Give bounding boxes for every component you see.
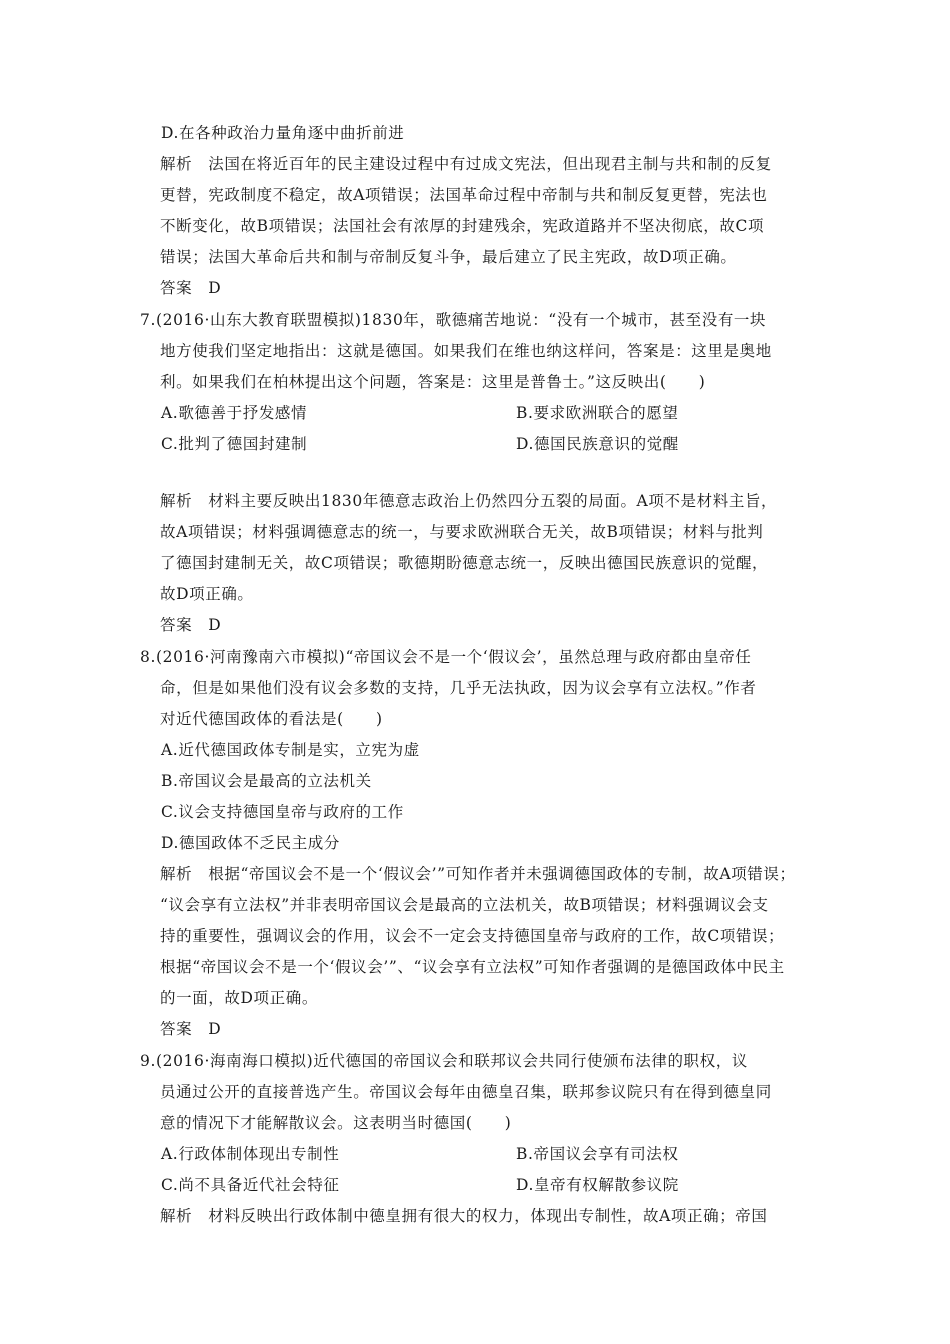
q7-option-b: B.要求欧洲联合的愿望: [516, 404, 679, 422]
q9-option-a: A.行政体制体现出专制性: [161, 1145, 340, 1163]
q8-option-c: C.议会支持德国皇帝与政府的工作: [161, 803, 404, 821]
q7-stem-line-2: 地方使我们坚定地指出：这就是德国。如果我们在维也纳这样问，答案是：这里是奥地: [160, 342, 772, 360]
q7-analysis-line-4: 故D项正确。: [160, 585, 254, 603]
q8-option-b: B.帝国议会是最高的立法机关: [161, 772, 372, 790]
q8-option-a: A.近代德国政体专制是实，立宪为虚: [161, 741, 420, 759]
q8-analysis-line-1: 解析 根据“帝国议会不是一个‘假议会’”可知作者并未强调德国政体的专制，故A项错误；: [160, 865, 796, 883]
q9-stem-line-1: 9.(2016·海南海口模拟)近代德国的帝国议会和联邦议会共同行使颁布法律的职权，议: [140, 1052, 748, 1070]
q8-stem-line-2: 命，但是如果他们没有议会多数的支持，几乎无法执政，因为议会享有立法权。”作者: [160, 679, 757, 697]
q7-option-d: D.德国民族意识的觉醒: [516, 435, 679, 453]
q8-analysis-line-3: 持的重要性，强调议会的作用，议会不一定会支持德国皇帝与政府的工作，故C项错误；: [160, 927, 785, 945]
q6-analysis-line-4: 错误；法国大革命后共和制与帝制反复斗争，最后建立了民主宪政，故D项正确。: [160, 248, 737, 266]
q9-option-b: B.帝国议会享有司法权: [516, 1145, 679, 1163]
q7-analysis-line-1: 解析 材料主要反映出1830年德意志政治上仍然四分五裂的局面。A项不是材料主旨，: [160, 492, 778, 510]
q8-analysis-line-2: “议会享有立法权”并非表明帝国议会是最高的立法机关，故B项错误；材料强调议会支: [160, 896, 769, 914]
q7-analysis-line-2: 故A项错误；材料强调德意志的统一，与要求欧洲联合无关，故B项错误；材料与批判: [160, 523, 764, 541]
q9-stem-line-2: 员通过公开的直接普选产生。帝国议会每年由德皇召集，联邦参议院只有在得到德皇同: [160, 1083, 772, 1101]
q9-analysis-line-1: 解析 材料反映出行政体制中德皇拥有很大的权力，体现出专制性，故A项正确；帝国: [160, 1207, 768, 1225]
q6-option-d: D.在各种政治力量角逐中曲折前进: [161, 124, 405, 142]
q7-stem-line-3: 利。如果我们在柏林提出这个问题，答案是：这里是普鲁士。”这反映出( ): [160, 373, 706, 391]
q9-option-c: C.尚不具备近代社会特征: [161, 1176, 340, 1194]
q8-answer: 答案 D: [160, 1020, 222, 1038]
q7-option-c: C.批判了德国封建制: [161, 435, 308, 453]
q6-analysis-line-3: 不断变化，故B项错误；法国社会有浓厚的封建残余，宪政道路并不坚决彻底，故C项: [160, 217, 765, 235]
q8-analysis-line-5: 的一面，故D项正确。: [160, 989, 318, 1007]
q6-answer: 答案 D: [160, 279, 222, 297]
q7-option-a: A.歌德善于抒发感情: [161, 404, 308, 422]
q8-stem-line-3: 对近代德国政体的看法是( ): [160, 710, 383, 728]
q9-option-d: D.皇帝有权解散参议院: [516, 1176, 679, 1194]
q8-option-d: D.德国政体不乏民主成分: [161, 834, 341, 852]
q6-analysis-line-2: 更替，宪政制度不稳定，故A项错误；法国革命过程中帝制与共和制反复更替，宪法也: [160, 186, 768, 204]
q8-analysis-line-4: 根据“帝国议会不是一个‘假议会’”、“议会享有立法权”可知作者强调的是德国政体中民主: [160, 958, 785, 976]
q7-stem-line-1: 7.(2016·山东大教育联盟模拟)1830年，歌德痛苦地说：“没有一个城市，甚至没有一块: [140, 311, 767, 329]
q9-stem-line-3: 意的情况下才能解散议会。这表明当时德国( ): [160, 1114, 512, 1132]
q6-analysis-line-1: 解析 法国在将近百年的民主建设过程中有过成文宪法，但出现君主制与共和制的反复: [160, 155, 772, 173]
q7-analysis-line-3: 了德国封建制无关，故C项错误；歌德期盼德意志统一，反映出德国民族意识的觉醒，: [160, 554, 769, 572]
q7-answer: 答案 D: [160, 616, 222, 634]
q8-stem-line-1: 8.(2016·河南豫南六市模拟)“帝国议会不是一个‘假议会’，虽然总理与政府都由皇帝任: [140, 648, 752, 666]
